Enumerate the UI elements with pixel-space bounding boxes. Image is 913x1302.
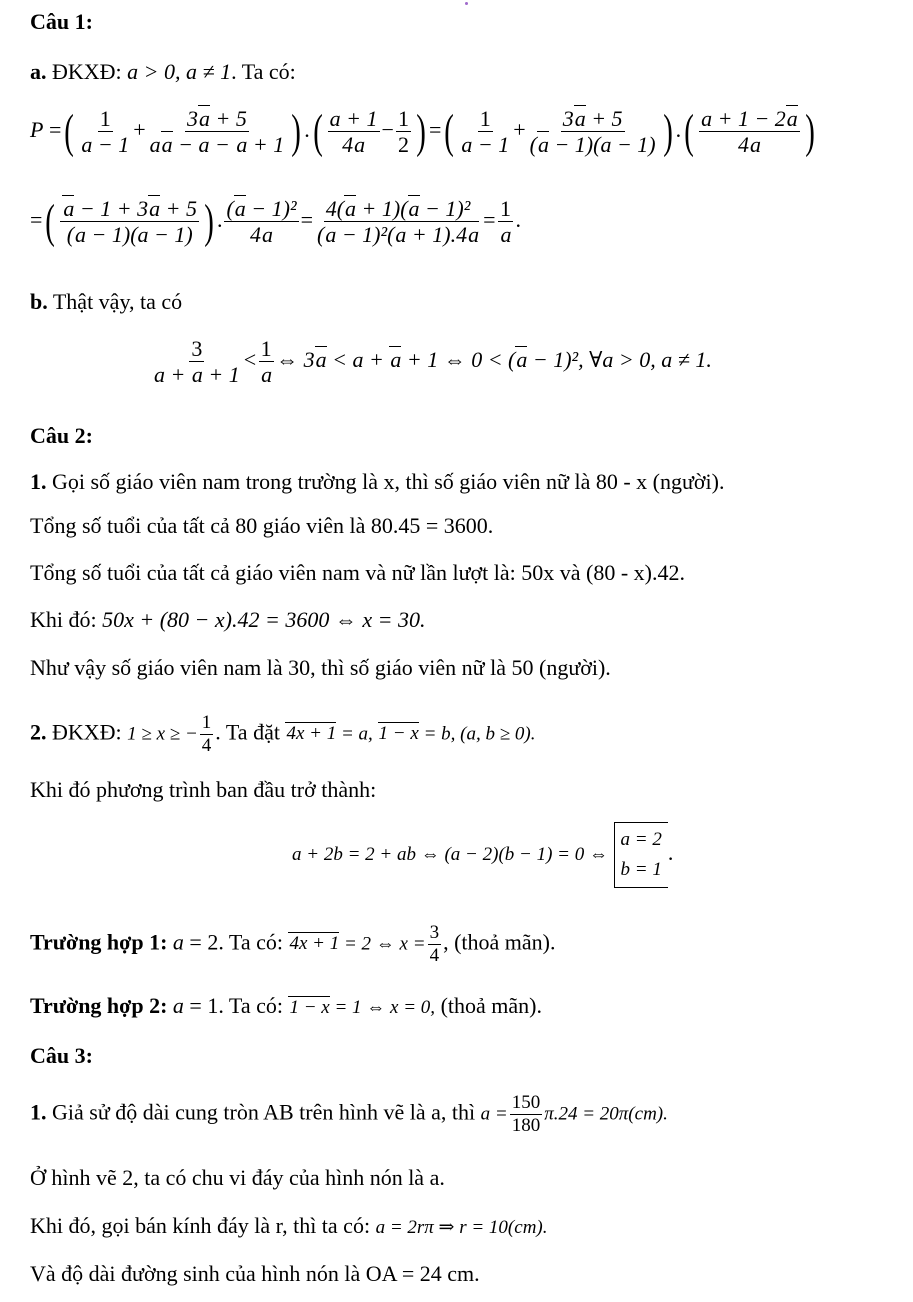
cau2-p2-mid: Ta đặt <box>225 719 280 745</box>
stray-dot <box>465 2 468 5</box>
cau2-case1-label: Trường hợp 1: <box>30 929 168 955</box>
cau2-case2-text: Ta có: <box>228 993 283 1018</box>
cau1-heading: Câu 1: <box>30 9 93 34</box>
cau2-case1-line: Trường hợp 1: a = 2. Ta có: 4x + 1 = 2 ⇔ x = $\frac{3}{4}$ , (thoả mãn). <box>30 922 556 966</box>
cau2-system-eq: a + 2b = 2 + ab ⇔ (a − 2)(b − 1) = 0 ⇔ a = 2 b = 1 . <box>292 822 673 888</box>
cau2-p2-label: 2. <box>30 719 47 745</box>
cau2-p1-l1: Gọi số giáo viên nam trong trường là x, thì số giáo viên nữ là 80 - x (người). <box>52 469 725 494</box>
cau1-b-text: Thật vậy, ta có <box>52 289 183 314</box>
cau3-heading: Câu 3: <box>30 1043 93 1068</box>
cau1-a-tail: . Ta có: <box>231 59 296 84</box>
cau3-p1-l3: Khi đó, gọi bán kính đáy là r, thì ta có: <box>30 1213 371 1238</box>
cau1-eq2: =( $\frac{a - 1 + 3a + 5}{(a - 1)(a - 1)}$ ) . $\frac{\text{(a − 1)²}}{4a}$ = $\frac{\text{4(a + 1)(a − 1)²}}{\text{(a − 1)²(a + 1).4a}}$ = $\frac{1}{a}$ . <box>30 194 521 248</box>
cau2-p1-l3: Tổng số tuổi của tất cả giáo viên nam và nữ lần lượt là: 50x và (80 - x).42. <box>30 560 685 585</box>
cau2-p1-l4-text: Khi đó: <box>30 607 97 632</box>
cau2-case2-label: Trường hợp 2: <box>30 993 168 1018</box>
cau3-p1-l3-eq: a = 2rπ ⇒ r = 10(cm). <box>375 1217 548 1238</box>
cau3-p1-l2: Ở hình vẽ 2, ta có chu vi đáy của hình nón là a. <box>30 1165 445 1190</box>
cau2-case1-text: Ta có: <box>228 929 283 955</box>
cau2-p1-l2: Tổng số tuổi của tất cả 80 giáo viên là 80.45 = 3600. <box>30 513 494 538</box>
cau2-p1-l4-line <box>30 606 425 634</box>
cau2-p1-l5: Như vậy số giáo viên nam là 30, thì số giáo viên nữ là 50 (người). <box>30 655 611 680</box>
cau1-b-label: b. <box>30 289 48 314</box>
cau3-p1-l3-line <box>30 1212 548 1242</box>
cau2-case1-tail: (thoả mãn). <box>454 929 556 955</box>
cau2-p1-l1-line <box>30 468 725 496</box>
cau2-case2-tail: (thoả mãn). <box>440 993 542 1018</box>
cau3-p1-l4: Và độ dài đường sinh của hình nón là OA = 24 cm. <box>30 1261 480 1286</box>
cau1-a-cond-label: ĐKXĐ: <box>52 59 122 84</box>
cau2-heading: Câu 2: <box>30 423 93 448</box>
cau2-p1-l4-eq: 50x + (80 − x).42 = 3600 ⇔ x = 30. <box>102 607 426 632</box>
cau2-p1-label: 1. <box>30 469 47 494</box>
cau3-p1-l1: Giả sử độ dài cung tròn AB trên hình vẽ là a, thì <box>52 1099 476 1125</box>
cau1-a-cond: a > 0, a ≠ 1 <box>127 59 232 84</box>
cau1-b-line <box>30 288 182 316</box>
cau1-eq1: P =( $\frac{1}{a - 1}$ + $\frac{3a + 5}{aa - a - a + 1}$ ) .( $\frac{a + 1}{4a}$ − $\frac{1}{2}$ ) =( $\frac{1}{a - 1}$ + $\frac{3a + 5}{(a - 1)(a - 1)}$ ) .( $\frac{a + 1 - 2a}{4a}$ ) <box>30 104 815 158</box>
cau2-p2-cond-label: ĐKXĐ: <box>52 719 122 745</box>
cau2-case2-line: Trường hợp 2: a = 1. Ta có: 1 − x = 1 ⇔ x = 0, (thoả mãn). <box>30 993 542 1018</box>
cau2-p2-line: 2. ĐKXĐ: 1 ≥ x ≥ − $\frac{1}{4}$ . Ta đặt 4x + 1 = a, 1 − x = b, (a, b ≥ 0). <box>30 712 536 756</box>
cau1-a-label: a. <box>30 59 47 84</box>
cau3-p1-l1-line: 1. Giả sử độ dài cung tròn AB trên hình vẽ là a, thì a = $\frac{150}{180}$ π.24 = 20π(cm). <box>30 1092 668 1136</box>
cau2-p2-intro: Khi đó phương trình ban đầu trở thành: <box>30 777 377 802</box>
cau1-b-eq: $\frac{3}{a + a + 1}$ < $\frac{1}{a}$ ⇔ 3a < a + a + 1 ⇔ 0 < (a − 1)², ∀a > 0, a ≠ 1. <box>154 336 712 388</box>
cau1-a-line <box>30 58 296 86</box>
cau3-p1-label: 1. <box>30 1099 47 1125</box>
